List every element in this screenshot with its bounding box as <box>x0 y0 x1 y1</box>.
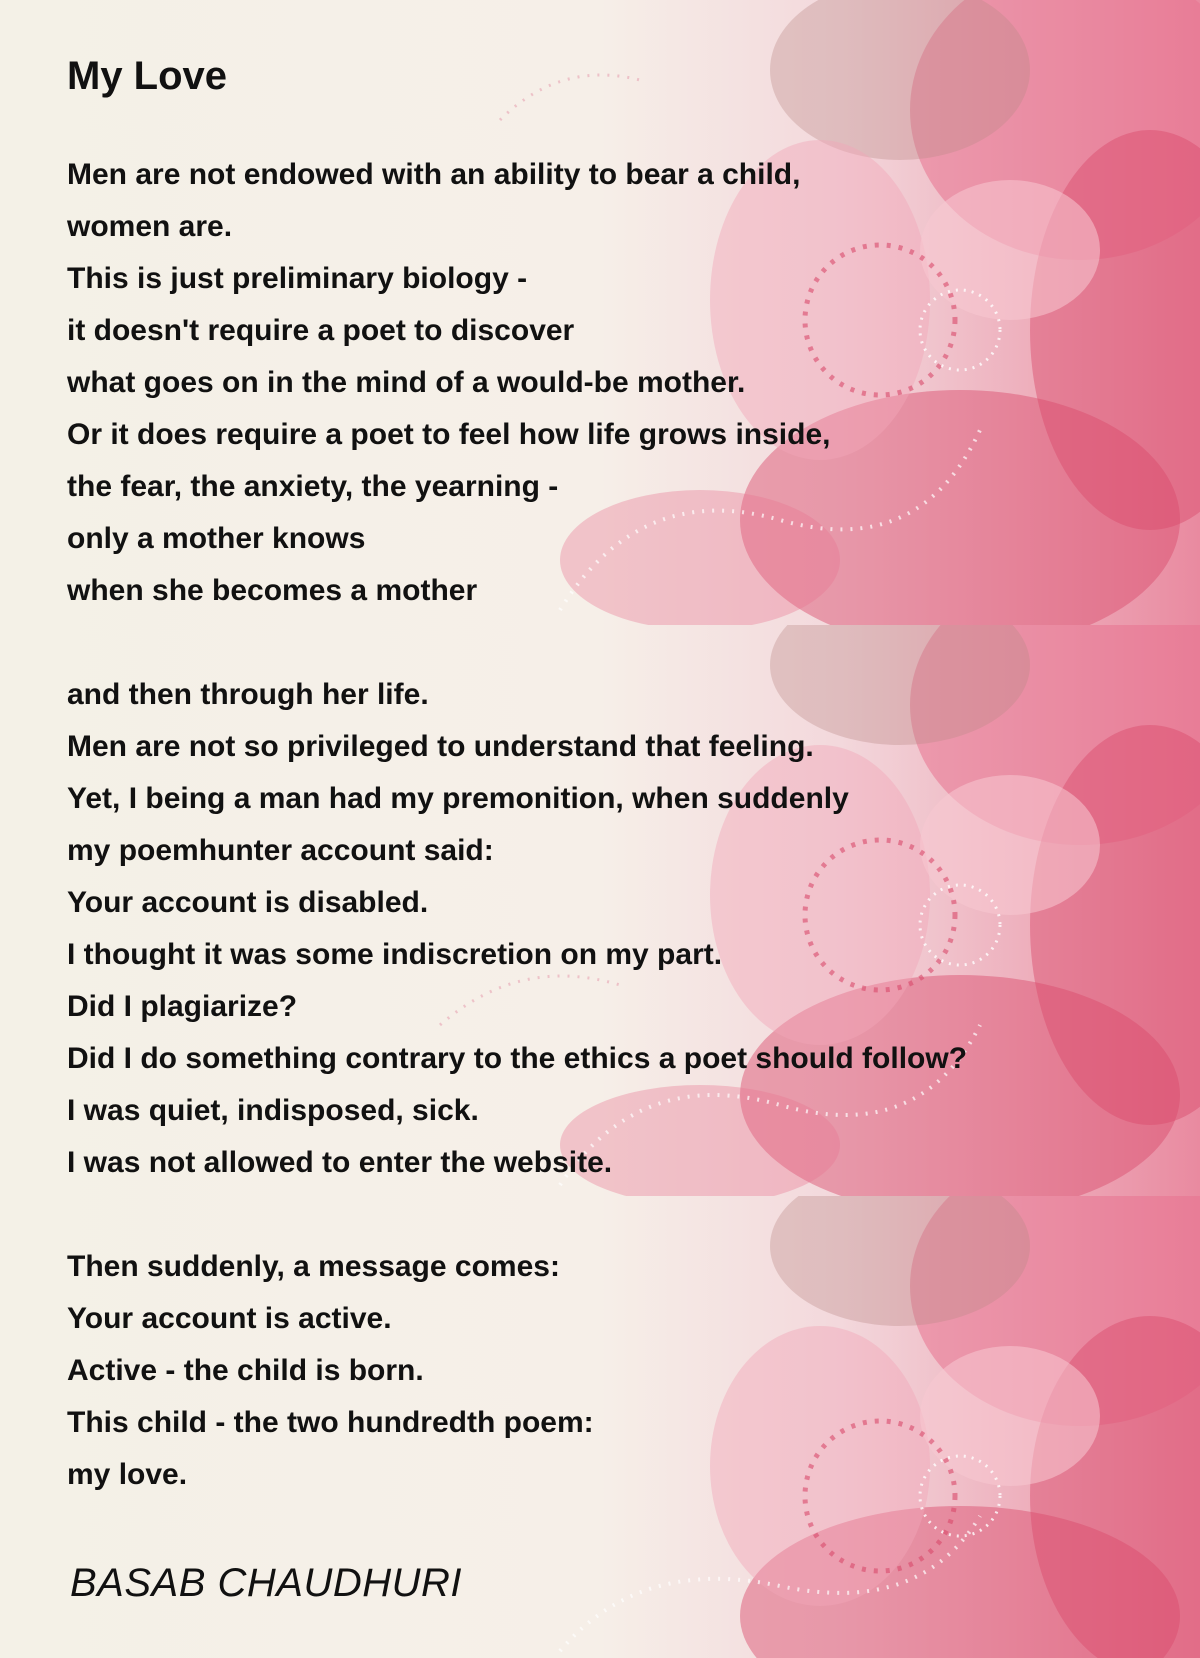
poem-line: Your account is active. <box>67 1302 392 1335</box>
poem-line: what goes on in the mind of a would-be mother. <box>67 366 746 399</box>
poem-line: Your account is disabled. <box>67 886 429 919</box>
stanza-2 <box>67 669 967 1189</box>
poem-line: when she becomes a mother <box>67 574 478 607</box>
poem-line: This is just preliminary biology - <box>67 262 528 295</box>
poem-line: I thought it was some indiscretion on my part. <box>67 938 723 971</box>
poem-line: Yet, I being a man had my premonition, when suddenly <box>67 782 849 815</box>
poem-line: my love. <box>67 1458 188 1491</box>
poem-line: Did I plagiarize? <box>67 990 298 1023</box>
poem-author: BASAB CHAUDHURI <box>70 1561 463 1605</box>
poem-line: Then suddenly, a message comes: <box>67 1250 560 1283</box>
poem-line: I was quiet, indisposed, sick. <box>67 1094 479 1127</box>
poem-line: only a mother knows <box>67 522 366 555</box>
poem-line: Men are not so privileged to understand that feeling. <box>67 730 814 763</box>
poem-line: Or it does require a poet to feel how life grows inside, <box>67 418 831 451</box>
poem-line: it doesn't require a poet to discover <box>67 314 575 347</box>
poem-title: My Love <box>67 54 228 98</box>
poem-line: my poemhunter account said: <box>67 834 494 867</box>
poem-line: Active - the child is born. <box>67 1354 424 1387</box>
poem-line: women are. <box>67 210 233 243</box>
poem-line: the fear, the anxiety, the yearning - <box>67 470 559 503</box>
stanza-3 <box>67 1241 594 1501</box>
poem-line: This child - the two hundredth poem: <box>67 1406 594 1439</box>
poem-line: Men are not endowed with an ability to bear a child, <box>67 158 801 191</box>
poem-line: and then through her life. <box>67 678 429 711</box>
poem-line: Did I do something contrary to the ethics a poet should follow? <box>67 1042 968 1075</box>
stanza-1 <box>67 149 830 617</box>
poem-line: I was not allowed to enter the website. <box>67 1146 613 1179</box>
